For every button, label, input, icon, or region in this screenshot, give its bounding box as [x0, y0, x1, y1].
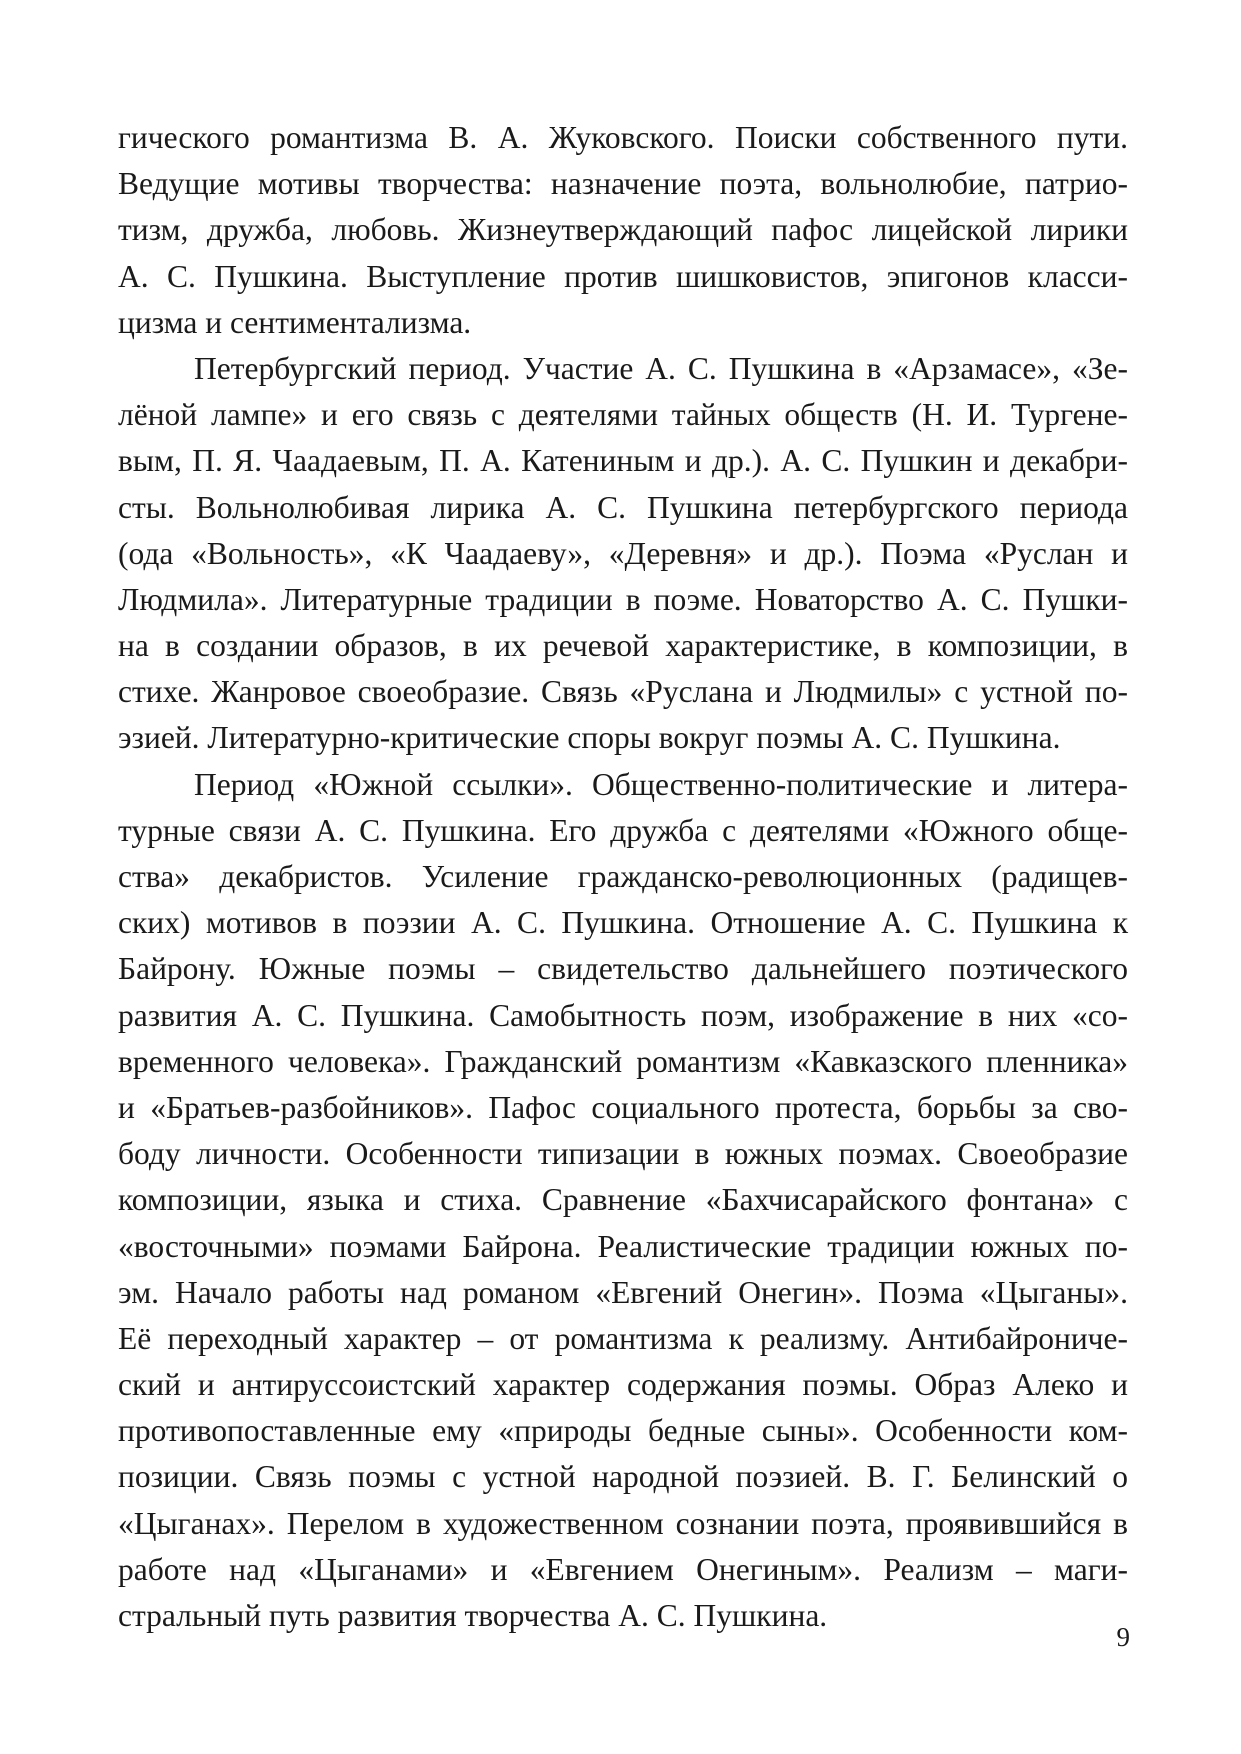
text-line: Её переходный характер – от романтизма к реализму. Антибайрониче- [118, 1320, 1128, 1356]
page-number: 9 [1116, 1622, 1130, 1652]
text-line: тизм, дружба, любовь. Жизнеутверждающий пафос лицейской лирики [118, 212, 1128, 248]
text-line: турные связи А. С. Пушкина. Его дружба с деятелями «Южного обще- [118, 812, 1128, 848]
text-line: работе над «Цыганами» и «Евгением Онегиным». Реализм – маги- [118, 1551, 1128, 1587]
text-line: ских) мотивов в поэзии А. С. Пушкина. Отношение А. С. Пушкина к [118, 905, 1128, 941]
text-line: ский и антируссоистский характер содержания поэмы. Образ Алеко и [118, 1367, 1128, 1403]
text-line: «Цыганах». Перелом в художественном сознании поэта, проявившийся в [118, 1505, 1128, 1541]
text-line: развития А. С. Пушкина. Самобытность поэм, изображение в них «со- [118, 997, 1128, 1033]
paragraph-1 [118, 115, 1128, 346]
text-line: сты. Вольнолюбивая лирика А. С. Пушкина петербургского периода [118, 489, 1128, 525]
text-line: Байрону. Южные поэмы – свидетельство дальнейшего поэтического [118, 951, 1128, 987]
text-line: композиции, языка и стиха. Сравнение «Бахчисарайского фонтана» с [118, 1182, 1128, 1218]
text-line: эм. Начало работы над романом «Евгений Онегин». Поэма «Цыганы». [118, 1274, 1128, 1310]
text-line: Период «Южной ссылки». Общественно-политические и литера- [194, 766, 1128, 802]
text-line: временного человека». Гражданский романтизм «Кавказского пленника» [118, 1043, 1128, 1079]
text-line: цизма и сентиментализма. [118, 304, 472, 340]
text-line: ства» декабристов. Усиление гражданско-революционных (радищев- [118, 859, 1128, 894]
text-line: вым, П. Я. Чаадаевым, П. А. Катениным и др.). А. С. Пушкин и декабри- [118, 443, 1128, 479]
text-line: гического романтизма В. А. Жуковского. Поиски собственного пути. [118, 120, 1128, 155]
text-line: (ода «Вольность», «К Чаадаеву», «Деревня» и др.). Поэма «Руслан и [118, 535, 1128, 571]
text-line: Людмила». Литературные традиции в поэме. Новаторство А. С. Пушки- [118, 581, 1128, 617]
text-line: и «Братьев-разбойников». Пафос социального протеста, борьбы за сво- [118, 1089, 1128, 1125]
text-line: стральный путь развития творчества А. С. Пушкина. [118, 1598, 828, 1633]
text-line: лёной лампе» и его связь с деятелями тайных обществ (Н. И. Тургене- [118, 397, 1128, 433]
text-line: на в создании образов, в их речевой характеристике, в композиции, в [118, 628, 1128, 664]
text-line: А. С. Пушкина. Выступление против шишковистов, эпигонов класси- [118, 258, 1128, 294]
text-line: позиции. Связь поэмы с устной народной поэзией. В. Г. Белинский о [118, 1459, 1128, 1495]
text-line: Петербургский период. Участие А. С. Пушкина в «Арзамасе», «Зе- [194, 350, 1128, 386]
text-line: «восточными» поэмами Байрона. Реалистические традиции южных по- [118, 1228, 1128, 1264]
text-line: Ведущие мотивы творчества: назначение поэта, вольнолюбие, патрио- [118, 166, 1128, 202]
text-line: противопоставленные ему «природы бедные сыны». Особенности ком- [118, 1413, 1128, 1449]
text-line: стихе. Жанровое своеобразие. Связь «Руслана и Людмилы» с устной по- [118, 674, 1128, 710]
body-text [118, 115, 1128, 1639]
text-line: эзией. Литературно-критические споры вокруг поэмы А. С. Пушкина. [118, 720, 1061, 756]
text-line: боду личности. Особенности типизации в южных поэмах. Своеобразие [118, 1136, 1128, 1172]
paragraph-2 [118, 346, 1128, 762]
paragraph-3 [118, 762, 1128, 1640]
